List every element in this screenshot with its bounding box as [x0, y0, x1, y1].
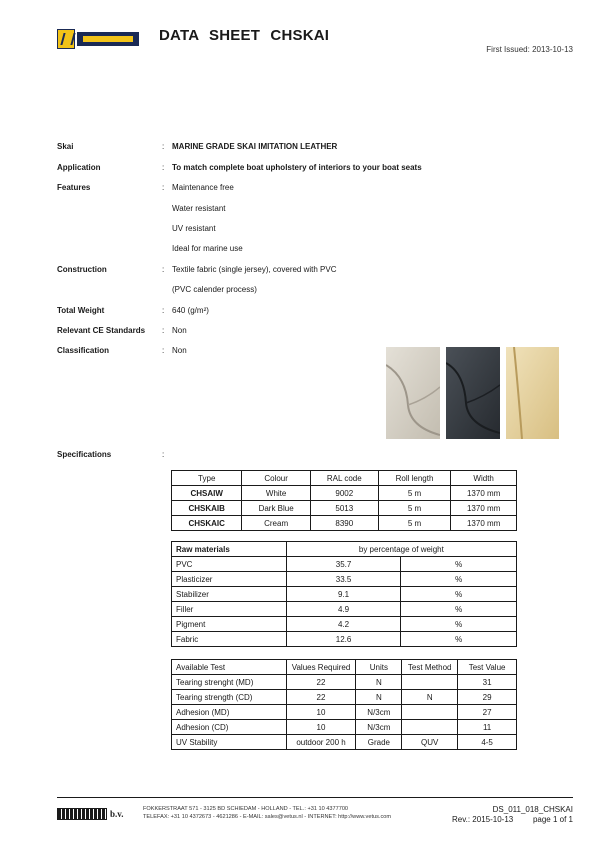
- column-header: Type: [172, 471, 242, 486]
- table-cell: 12.6: [286, 632, 401, 647]
- table-cell: 5 m: [378, 516, 451, 531]
- swatch-dark-blue-image: [446, 347, 500, 439]
- column-header: Available Test: [172, 660, 287, 675]
- feature-item: Water resistant: [172, 204, 226, 213]
- field-label: Skai: [57, 142, 74, 151]
- table-cell: 31: [458, 675, 517, 690]
- table-cell: %: [401, 617, 517, 632]
- table-cell: N: [356, 675, 402, 690]
- feature-item: UV resistant: [172, 224, 216, 233]
- table-cell: QUV: [402, 735, 458, 750]
- table-cell: White: [242, 486, 310, 501]
- table-cell: 5 m: [378, 486, 451, 501]
- column-header: Units: [356, 660, 402, 675]
- table-cell: N/3cm: [356, 720, 402, 735]
- table-cell: 22: [286, 675, 356, 690]
- table-header-row: [172, 660, 517, 675]
- field-colon: :: [162, 163, 165, 172]
- table-cell: %: [401, 632, 517, 647]
- table-cell: Cream: [242, 516, 310, 531]
- test-results-table: [171, 659, 517, 750]
- column-header: Values Required: [286, 660, 356, 675]
- table-cell: 35.7: [286, 557, 401, 572]
- field-colon: :: [162, 326, 165, 335]
- page-number: page 1 of 1: [532, 815, 573, 824]
- field-label: Specifications: [57, 450, 112, 459]
- table-cell: 5013: [310, 501, 378, 516]
- table-cell: 11: [458, 720, 517, 735]
- field-colon: :: [162, 450, 165, 459]
- table-cell: CHSAIW: [172, 486, 242, 501]
- table-cell: 1370 mm: [451, 516, 517, 531]
- field-label: Total Weight: [57, 306, 105, 315]
- table-row: [172, 501, 517, 516]
- table-row: [172, 486, 517, 501]
- logo-badge-icon: [57, 29, 75, 49]
- table-cell: 4-5: [458, 735, 517, 750]
- table-cell: %: [401, 572, 517, 587]
- table-row: [172, 587, 517, 602]
- table-cell: N: [356, 690, 402, 705]
- feature-item: Maintenance free: [172, 183, 234, 192]
- field-value: To match complete boat upholstery of interiors to your boat seats: [172, 163, 422, 172]
- swatch-white-image: [386, 347, 440, 439]
- table-cell: 27: [458, 705, 517, 720]
- table-header-row: [172, 542, 517, 557]
- raw-materials-table: [171, 541, 517, 647]
- table-cell: [402, 720, 458, 735]
- table-row: [172, 617, 517, 632]
- table-cell: Dark Blue: [242, 501, 310, 516]
- field-colon: :: [162, 142, 165, 151]
- table-cell: CHSKAIC: [172, 516, 242, 531]
- field-colon: :: [162, 183, 165, 192]
- field-label: Application: [57, 163, 101, 172]
- table-cell: 1370 mm: [451, 486, 517, 501]
- table-cell: Fabric: [172, 632, 287, 647]
- table-cell: [402, 675, 458, 690]
- footer-logo-suffix: b.v.: [110, 809, 124, 819]
- table-row: [172, 735, 517, 750]
- footer-address: FOKKERSTRAAT 571 - 3125 BD SCHIEDAM - HOLLAND - TEL.: +31 10 4377700: [143, 806, 349, 812]
- column-header: Test Value: [458, 660, 517, 675]
- footer-contact: TELEFAX: +31 10 4372673 - 4621286 - E-MAIL: sales@vetus.nl - INTERNET: http://www.vetus.com: [143, 814, 392, 820]
- table-cell: 10: [286, 720, 356, 735]
- document-reference: DS_011_018_CHSKAI: [492, 805, 573, 814]
- field-value: 640 (g/m²): [172, 306, 209, 315]
- column-header: Raw materials: [172, 542, 287, 557]
- table-cell: 5 m: [378, 501, 451, 516]
- table-row: [172, 516, 517, 531]
- table-cell: Filler: [172, 602, 287, 617]
- table-cell: %: [401, 602, 517, 617]
- feature-item: Ideal for marine use: [172, 244, 243, 253]
- table-row: [172, 602, 517, 617]
- table-cell: PVC: [172, 557, 287, 572]
- field-colon: :: [162, 346, 165, 355]
- table-row: [172, 720, 517, 735]
- table-cell: %: [401, 557, 517, 572]
- table-cell: 9.1: [286, 587, 401, 602]
- footer-divider: [57, 797, 573, 798]
- types-table: [171, 470, 517, 531]
- table-cell: 4.2: [286, 617, 401, 632]
- footer-logo-wordmark: [57, 808, 107, 820]
- table-cell: UV Stability: [172, 735, 287, 750]
- field-colon: :: [162, 265, 165, 274]
- field-value: MARINE GRADE SKAI IMITATION LEATHER: [172, 142, 338, 151]
- table-row: [172, 705, 517, 720]
- table-cell: Adhesion (MD): [172, 705, 287, 720]
- field-label: Classification: [57, 346, 110, 355]
- table-row: [172, 690, 517, 705]
- table-header-row: [172, 471, 517, 486]
- field-value: Non: [172, 326, 187, 335]
- field-value: Non: [172, 346, 187, 355]
- table-cell: Pigment: [172, 617, 287, 632]
- column-header: Roll length: [378, 471, 451, 486]
- table-cell: Adhesion (CD): [172, 720, 287, 735]
- construction-line: (PVC calender process): [172, 285, 257, 294]
- vetus-logo: [57, 29, 139, 49]
- table-row: [172, 675, 517, 690]
- column-header: RAL code: [310, 471, 378, 486]
- table-cell: Tearing strength (CD): [172, 690, 287, 705]
- table-cell: N: [402, 690, 458, 705]
- table-row: [172, 572, 517, 587]
- table-cell: Plasticizer: [172, 572, 287, 587]
- table-cell: Stabilizer: [172, 587, 287, 602]
- field-label: Features: [57, 183, 91, 192]
- table-cell: 9002: [310, 486, 378, 501]
- column-header: Colour: [242, 471, 310, 486]
- table-cell: 10: [286, 705, 356, 720]
- table-cell: 33.5: [286, 572, 401, 587]
- construction-line: Textile fabric (single jersey), covered with PVC: [172, 265, 337, 274]
- table-cell: 4.9: [286, 602, 401, 617]
- field-label: Construction: [57, 265, 107, 274]
- page-title: DATA SHEET CHSKAI: [159, 27, 330, 44]
- footer-vetus-logo: [57, 808, 129, 820]
- table-cell: CHSKAIB: [172, 501, 242, 516]
- revision-date: Rev.: 2015-10-13: [452, 815, 514, 824]
- table-cell: 1370 mm: [451, 501, 517, 516]
- column-header: Test Method: [402, 660, 458, 675]
- field-colon: :: [162, 306, 165, 315]
- column-header: Width: [451, 471, 517, 486]
- table-cell: Grade: [356, 735, 402, 750]
- table-cell: %: [401, 587, 517, 602]
- swatch-cream-image: [506, 347, 559, 439]
- table-row: [172, 557, 517, 572]
- table-cell: outdoor 200 h: [286, 735, 356, 750]
- logo-wordmark: [77, 32, 139, 46]
- table-cell: N/3cm: [356, 705, 402, 720]
- table-cell: Tearing strenght (MD): [172, 675, 287, 690]
- table-row: [172, 632, 517, 647]
- table-cell: [402, 705, 458, 720]
- table-cell: 29: [458, 690, 517, 705]
- field-label: Relevant CE Standards: [57, 326, 146, 335]
- table-cell: 22: [286, 690, 356, 705]
- column-header: by percentage of weight: [286, 542, 516, 557]
- table-cell: 8390: [310, 516, 378, 531]
- first-issued-date: First Issued: 2013-10-13: [486, 45, 573, 54]
